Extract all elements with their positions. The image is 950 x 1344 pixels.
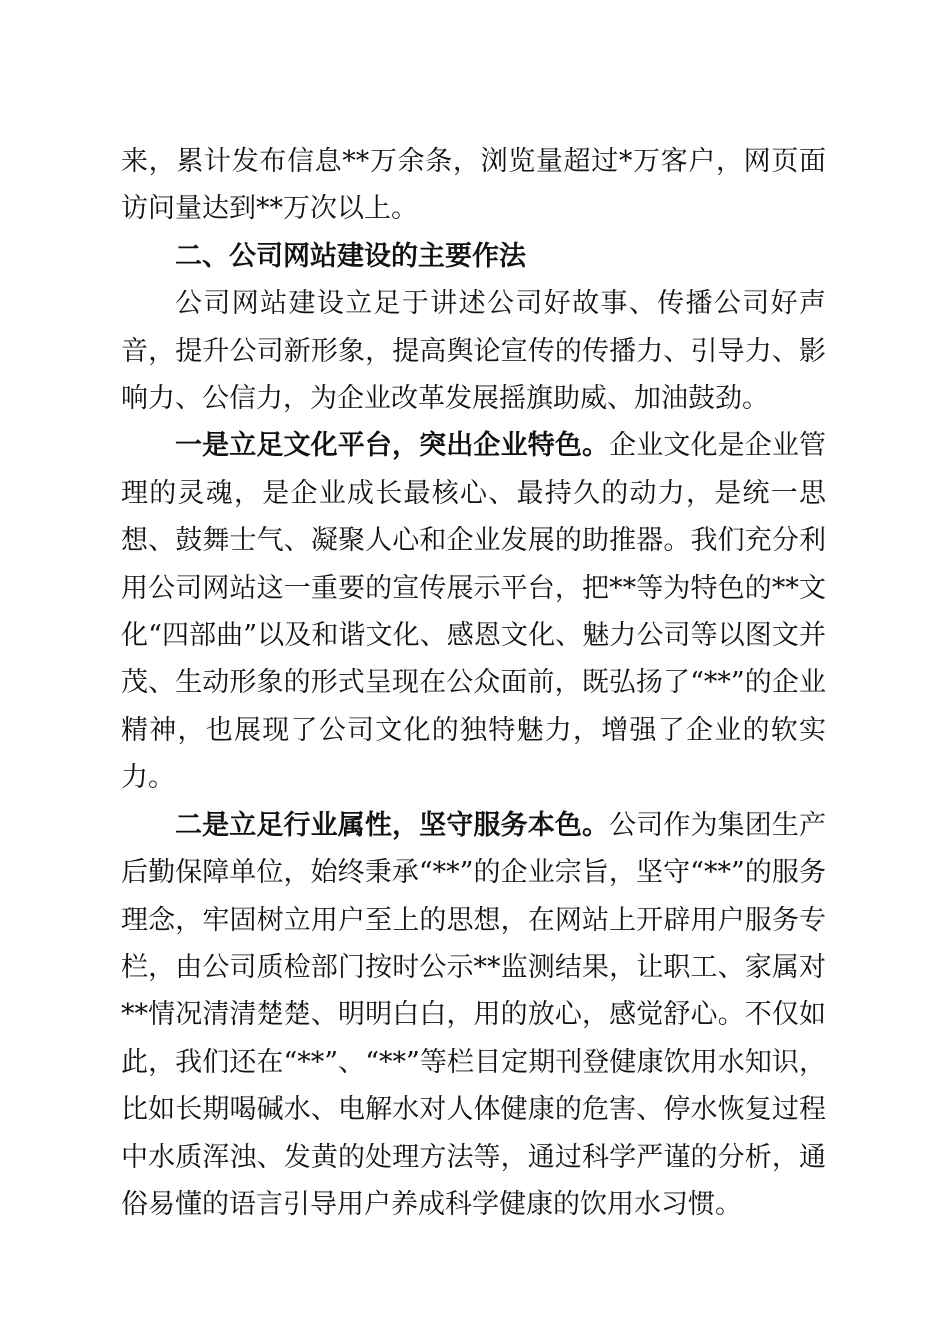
paragraph-service-lead: 二是立足行业属性，坚守服务本色。 <box>175 809 610 841</box>
paragraph-continuation: 来，累计发布信息**万余条，浏览量超过*万客户，网页面访问量达到**万次以上。 <box>121 146 826 225</box>
paragraph-intro: 公司网站建设立足于讲述公司好故事、传播公司好声音，提升公司新形象，提高舆论宣传的传播力、引导力、影响力、公信力，为企业改革发展摇旗助威、加油鼓劲。 <box>121 288 826 415</box>
paragraph-service <box>121 802 826 1229</box>
document-body <box>121 138 826 1228</box>
paragraph-culture-lead: 一是立足文化平台，突出企业特色。 <box>175 430 610 462</box>
section-heading: 二、公司网站建设的主要作法 <box>175 240 526 272</box>
paragraph-culture <box>121 422 826 801</box>
paragraph-service-body: 公司作为集团生产后勤保障单位，始终秉承“**”的企业宗旨，坚守“**”的服务理念，牢固树立用户至上的思想，在网站上开辟用户服务专栏，由公司质检部门按时公示**监测结果，让职工、家属对**情况清清楚楚、明明白白，用的放心，感觉舒心。不仅如此，我们还在“**”、“**”等栏目定期刊登健康饮用水知识，比如长期喝碱水、电解水对人体健康的危害、停水恢复过程中水质浑浊、发黄的处理方法等，通过科学严谨的分析，通俗易懂的语言引导用户养成科学健康的饮用水习惯。 <box>121 809 827 1220</box>
paragraph-culture-body: 企业文化是企业管理的灵魂，是企业成长最核心、最持久的动力，是统一思想、鼓舞士气、凝聚人心和企业发展的助推器。我们充分利用公司网站这一重要的宣传展示平台，把**等为特色的**文化“四部曲”以及和谐文化、感恩文化、魅力公司等以图文并茂、生动形象的形式呈现在公众面前，既弘扬了“**”的企业精神，也展现了公司文化的独特魅力，增强了企业的软实力。 <box>121 430 827 794</box>
